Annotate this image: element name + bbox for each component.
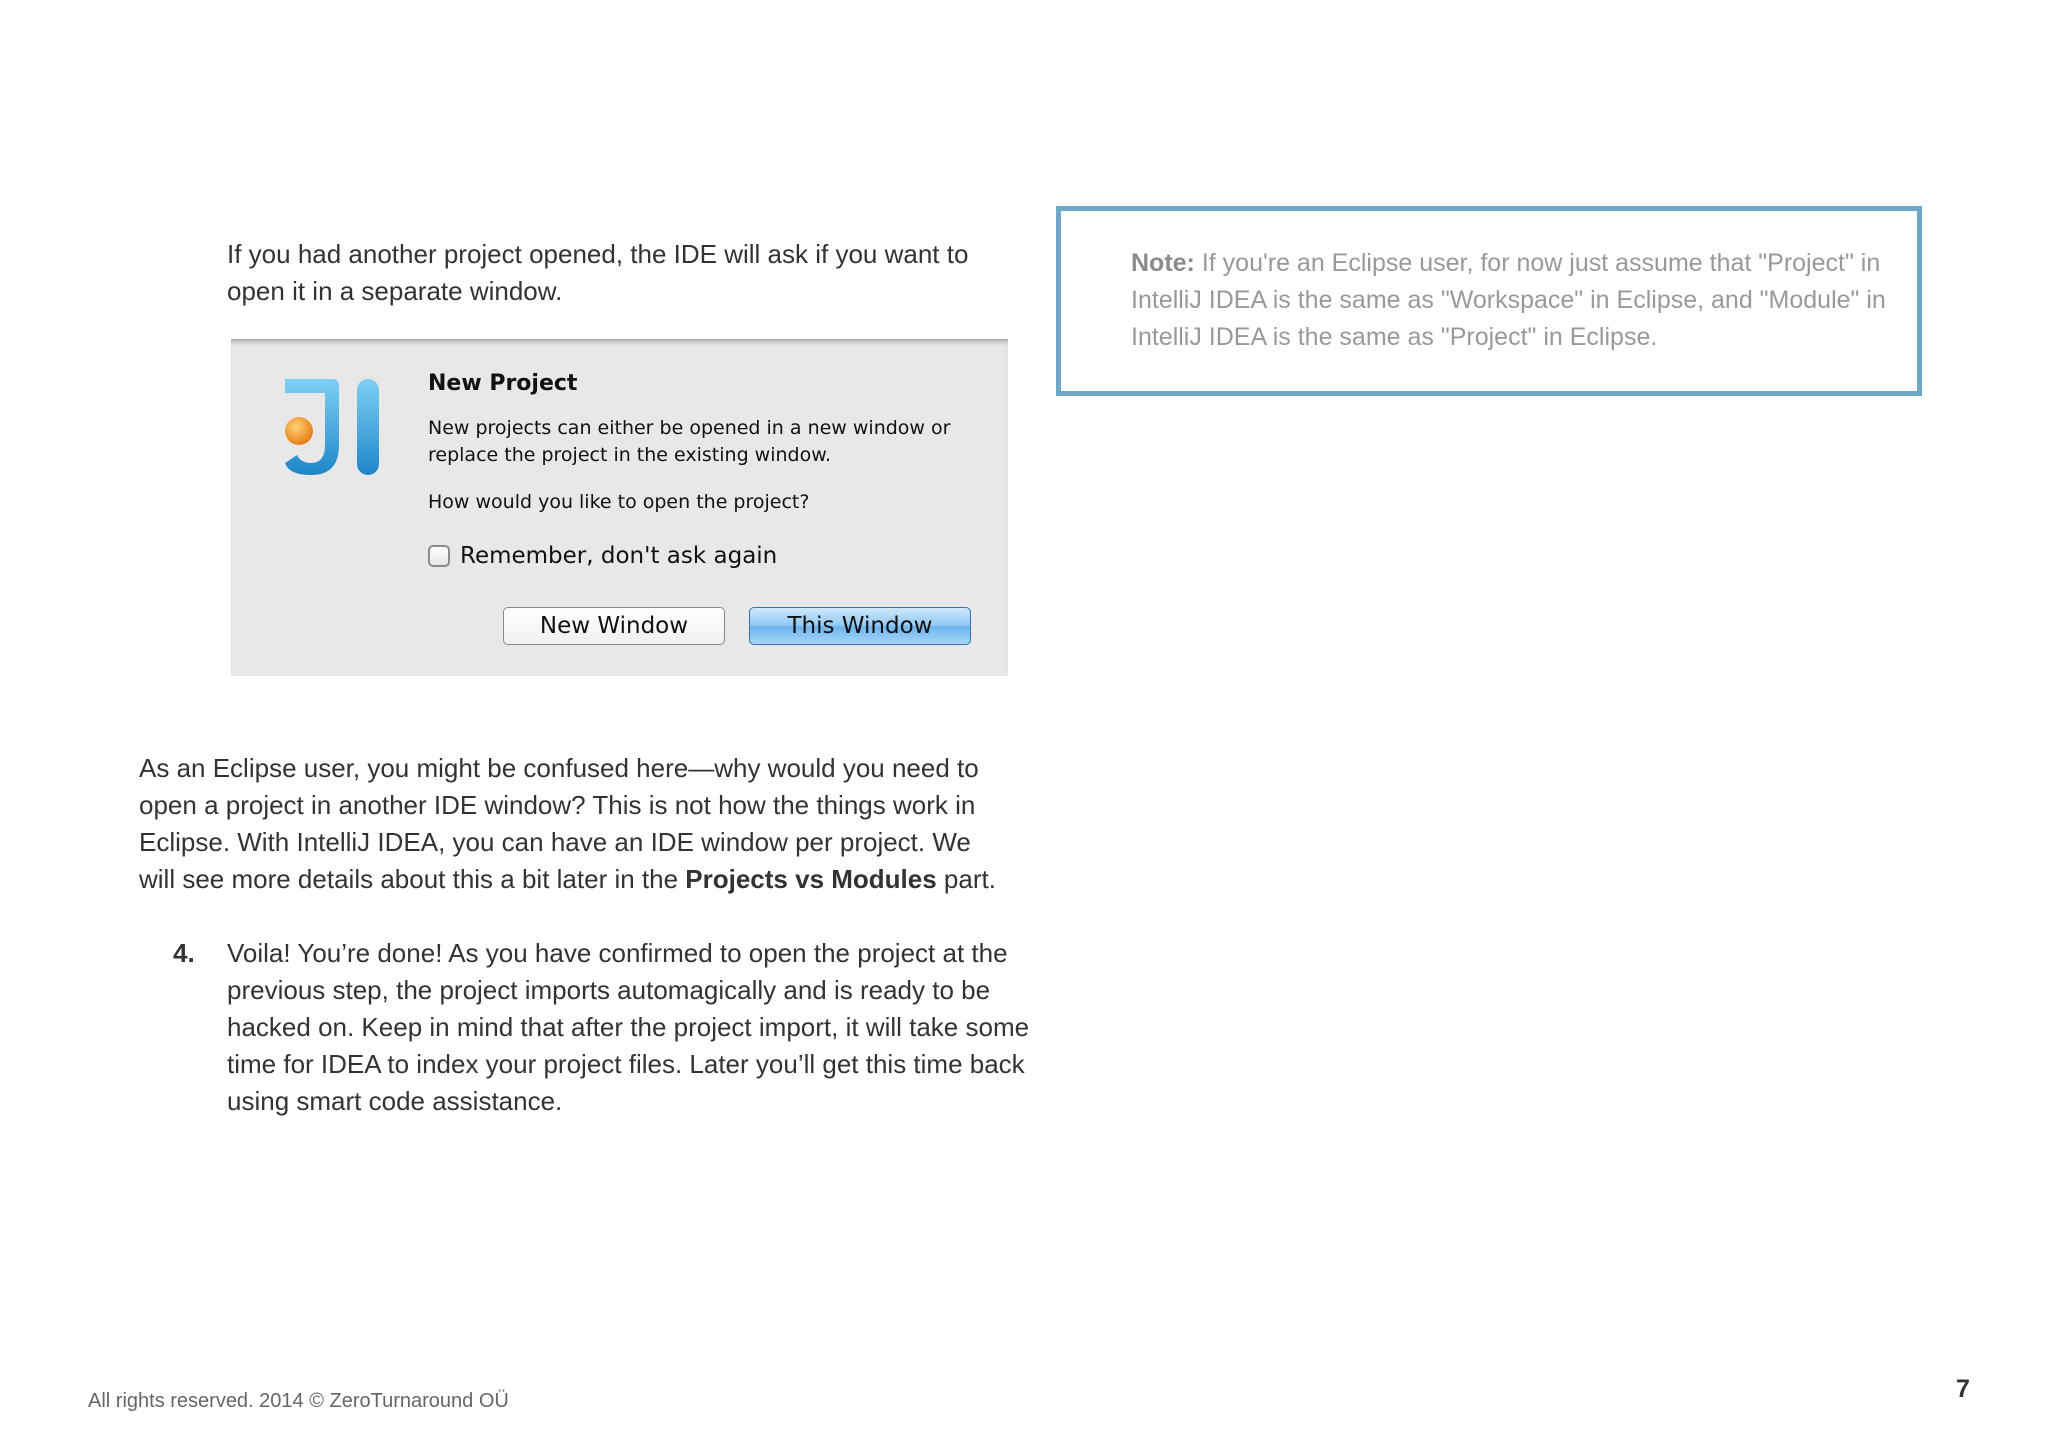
dialog-title: New Project [428,371,578,396]
remember-checkbox-row[interactable] [428,543,777,569]
eclipse-paragraph-text: As an Eclipse user, you might be confused here—why would you need to open a project in another IDE window? This is not how the things work in Eclipse. With IntelliJ IDEA, you can have an IDE window per project. We will see more details about this a bit later in the [139,753,979,894]
new-project-dialog-screenshot [231,339,1008,676]
note-callout-box [1056,206,1922,396]
page-number: 7 [1956,1375,1970,1403]
note-label: Note: [1131,249,1195,277]
remember-checkbox[interactable] [428,545,450,567]
note-text [1131,245,1891,356]
footer-copyright: All rights reserved. 2014 © ZeroTurnaround OÜ [88,1390,509,1412]
intro-paragraph: If you had another project opened, the IDE will ask if you want to open it in a separate window. [227,239,969,306]
step-number: 4. [173,938,195,968]
dialog-question: How would you like to open the project? [428,491,810,513]
intellij-idea-logo-icon [281,375,391,485]
note-body: If you're an Eclipse user, for now just assume that "Project" in IntelliJ IDEA is the same as "Workspace" in Eclipse, and "Module" in IntelliJ IDEA is the same as "Project" in Eclipse. [1131,249,1886,351]
remember-checkbox-label: Remember, don't ask again [460,543,778,569]
this-window-button[interactable]: This Window [749,607,971,645]
eclipse-paragraph-tail: part. [936,864,996,894]
eclipse-paragraph [139,750,1009,898]
projects-vs-modules-reference: Projects vs Modules [685,864,937,894]
step-4-item [173,935,1033,1120]
dialog-message: New projects can either be opened in a new window or replace the project in the existing window. [428,417,951,466]
new-window-button[interactable]: New Window [503,607,725,645]
step-text: Voila! You’re done! As you have confirmed to open the project at the previous step, the project imports automagically and is ready to be hacked on. Keep in mind that after the project import, it will take some time for IDEA to index your project files. Later you’ll get this time back using smart code assistance. [227,938,1030,1116]
